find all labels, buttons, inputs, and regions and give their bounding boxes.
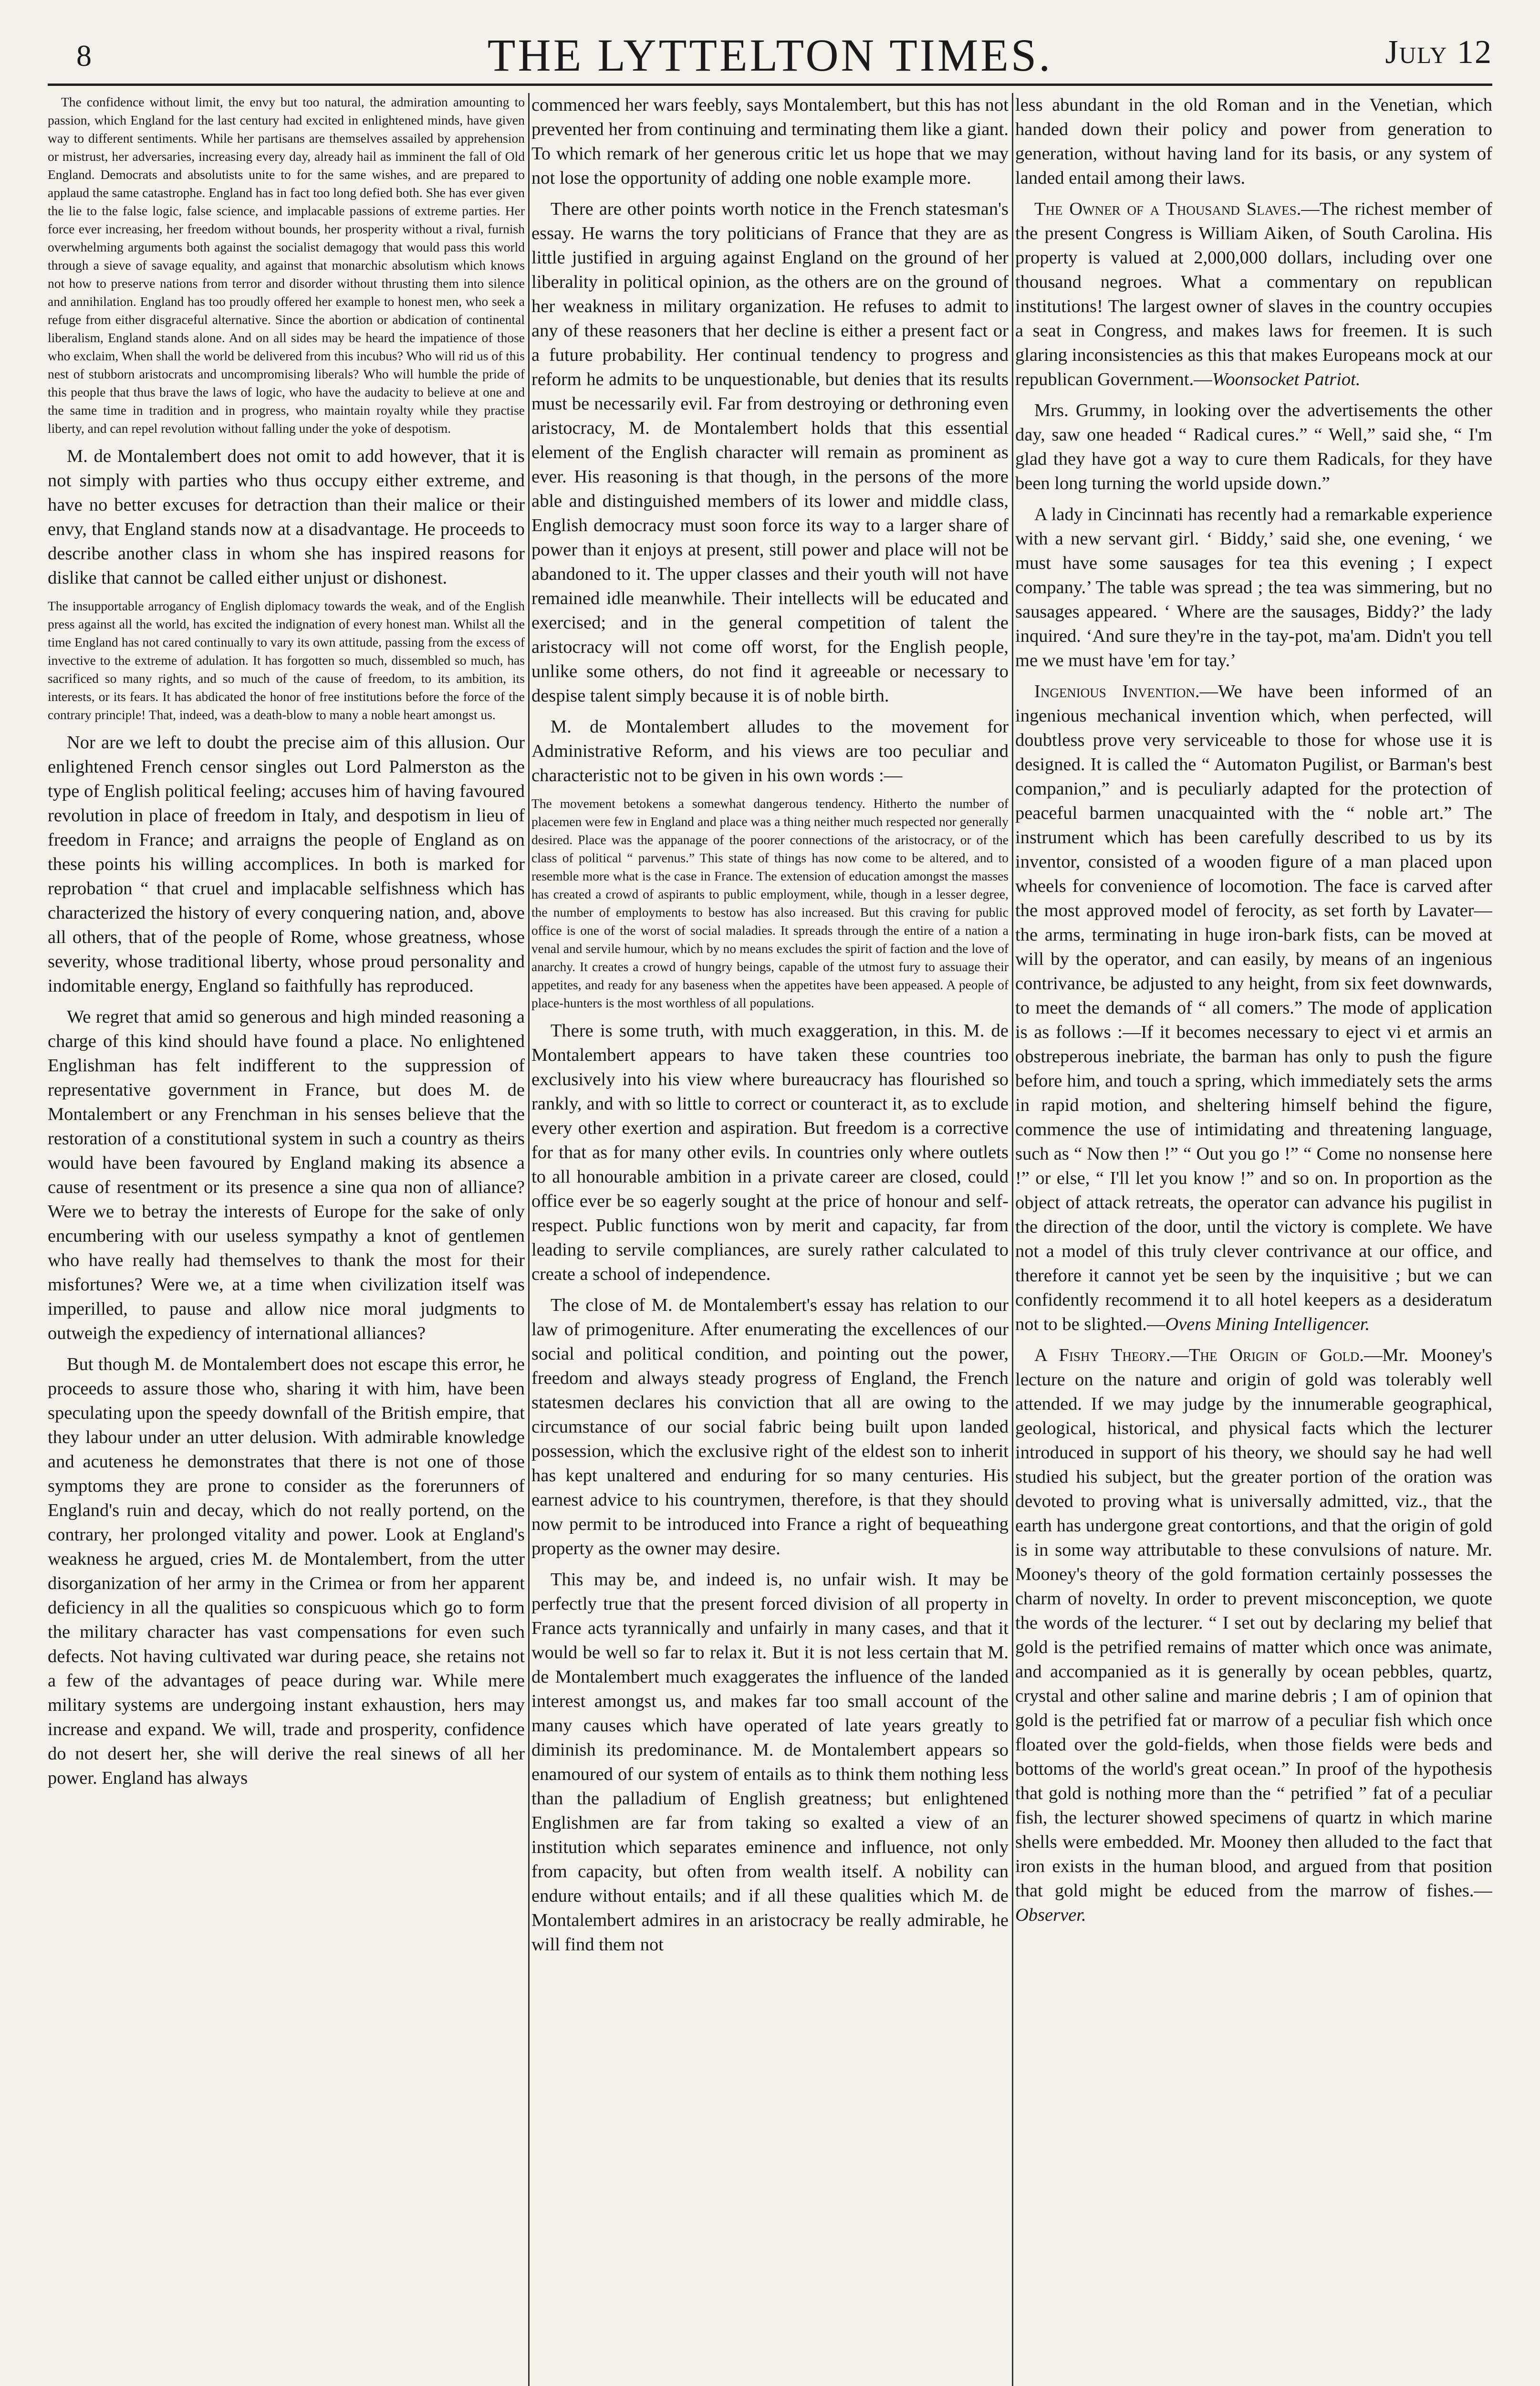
article-paragraph — [531, 1293, 1009, 1561]
paragraph-text: There is some truth, with much exaggeration, in this. M. de Montalembert appears to have taken these countries too exclusively into his view where bureaucracy has flourished so rankly, and with so little to correct or counteract it, as to exclude every other exertion and aspiration. But freedom is a corrective for that as for many other evils. In countries only where outlets to all honourable ambition in a private career are closed, could office ever be so eagerly sought at the price of honour and self-respect. Public functions won by merit and capacity, far from leading to servile compliances, are surely rather calculated to create a school of independence. — [531, 1021, 1009, 1284]
source-attribution: Ovens Mining Intelligencer. — [1165, 1314, 1370, 1334]
column-2 — [531, 93, 1009, 2386]
paragraph-text: The movement betokens a somewhat dangerous tendency. Hitherto the number of placemen were few in England and place was a thing neither much respected nor generally desired. Place was the appanage of the poorer connections of the aristocracy, or of the class of political “ parvenus.” This state of things has now come to be altered, and to resemble more what is the case in France. The extension of education amongst the masses has created a crowd of aspirants to public employment, while, though in a lesser degree, the number of employments to bestow has also increased. But this craving for public office is one of the worst of social maladies. It spreads through the entire of a nation a venal and servile humour, which by no means excludes the spirit of faction and the love of anarchy. It creates a crowd of hungry beings, capable of the utmost fury to assuage their appetites, and ready for any baseness when the appetites have been appeased. A people of place-hunters is the most worthless of all populations. — [531, 796, 1009, 1010]
article-paragraph — [531, 197, 1009, 708]
article-heading: A Fishy Theory.—The Origin of Gold. — [1034, 1345, 1364, 1365]
paragraph-text: M. de Montalembert does not omit to add however, that it is not simply with parties who thus occupy either extreme, and have no better excuses for detraction than their malice or their envy, that England stands now at a disadvantage. He proceeds to describe another class in whom she has inspired reasons for dislike that cannot be called either unjust or dishonest. — [48, 446, 525, 588]
paragraph-text: We regret that amid so generous and high minded reasoning a charge of this kind should have found a place. No enlightened Englishman has felt indifferent to the suppression of representative government in France, but does M. de Montalembert or any Frenchman in his senses believe that the restoration of a constitutional system in such a country as theirs would have been favoured by England making its absence a cause of resentment or its presence a sine qua non of alliance? Were we to betray the interests of Europe for the sake of only encumbering with our useless sympathy a knot of gentlemen who have really had themselves to thank the most for their misfortunes? Were we, at a time when civilization itself was imperilled, to pause and allow nice moral judgments to outweigh the expediency of international alliances? — [48, 1007, 525, 1343]
quoted-extract — [48, 597, 525, 724]
source-attribution: Observer. — [1015, 1905, 1086, 1925]
article-paragraph — [1015, 502, 1492, 673]
paragraph-text: The close of M. de Montalembert's essay has relation to our law of primogeniture. After enumerating the excellences of our social and political condition, and pointing out the power, freedom and always steady progress of England, the French statesmen declares his conviction that all are owing to the circumstance of our social fabric being built upon landed possession, which the exclusive right of the eldest son to inherit has kept unaltered and enduring for so many centuries. His earnest advice to his countrymen, therefore, is that they should now permit to be introduced into France a right of bequeathing property as the owner may desire. — [531, 1295, 1009, 1559]
paragraph-text: commenced her wars feebly, says Montalembert, but this has not prevented her from continuing and terminating them like a giant. To which remark of her generous critic let us hope that we may not lose the opportunity of adding one noble example more. — [531, 95, 1009, 188]
paragraph-text: —The richest member of the present Congress is William Aiken, of South Carolina. His property is valued at 2,000,000 dollars, including over one thousand negroes. What a commentary on republican institutions! The largest owner of slaves in the country occupies a seat in Congress, and makes laws for freemen. It is such glaring inconsistencies as this that makes Europeans mock at our republican Government.— — [1015, 199, 1492, 389]
article-heading: The Owner of a Thousand Slaves. — [1034, 199, 1301, 219]
article-heading: Ingenious Invention. — [1034, 681, 1200, 701]
paragraph-text: There are other points worth notice in the French statesman's essay. He warns the tory politicians of France that they are as little justified in arguing against England on the ground of her liberality in political opinion, as the others are on the ground of her weakness in military organization. He refuses to admit to any of these reasoners that her decline is either a present fact or a future probability. Her continual tendency to progress and reform he admits to be unquestionable, but denies that its results must be necessarily evil. Far from destroying or dethroning even aristocracy, M. de Montalembert holds that this essential element of the English character will remain as prominent as ever. His reasoning is that though, in the persons of the more able and distinguished members of its lower and middle class, English democracy must soon force its way to a larger share of power than it enjoys at present, still power and place will not be abandoned to it. The upper classes and their youth will not have remained idle meanwhile. Their intellects will be educated and exercised; and in the general competition of talent the aristocracy will not come off worst, for the English people, unlike some others, do not find it agreeable or necessary to despise talent simply because it is of noble birth. — [531, 199, 1009, 706]
paragraph-text: —Mr. Mooney's lecture on the nature and origin of gold was tolerably well attended. If we may judge by the innumerable geographical, geological, historical, and physical facts which the lecturer introduced in support of his theory, we should say he had well studied his subject, but the greater portion of the oration was devoted to proving what is universally admitted, viz., that the earth has undergone great contortions, and that the origin of gold is in some way attributable to these convulsions of nature. Mr. Mooney's theory of the gold formation certainly possesses the charm of novelty. In order to prevent misconception, we quote the words of the lecturer. “ I set out by declaring my belief that gold is the petrified remains of matter which once was animate, and accompanied as it is generally by ocean pebbles, quartz, crystal and other saline and marine debris ; I am of opinion that gold is the petrified fat or marrow of a peculiar fish which once floated over the gold-fields, when those fields were beds and bottoms of the world's great ocean.” In proof of the hypothesis that gold is nothing more than the “ petrified ” fat of a peculiar fish, the lecturer showed specimens of quartz in which marine shells were embedded. Mr. Mooney then alluded to the fact that iron exists in the human blood, and argued from that position that gold might be educed from the marrow of fishes.— — [1015, 1345, 1492, 1901]
article-paragraph — [1015, 680, 1492, 1337]
article-paragraph — [531, 715, 1009, 788]
article-paragraph — [1015, 398, 1492, 496]
article-paragraph — [531, 1568, 1009, 1957]
article-paragraph — [48, 444, 525, 590]
paragraph-text: M. de Montalembert alludes to the movement for Administrative Reform, and his views are too peculiar and characteristic not to be given in his own words :— — [531, 717, 1009, 785]
article-paragraph — [531, 93, 1009, 190]
newspaper-title: THE LYTTELTON TIMES. — [487, 30, 1053, 81]
source-attribution: Woonsocket Patriot. — [1212, 369, 1361, 389]
issue-date: July 12 — [1385, 34, 1492, 71]
article-paragraph — [48, 1005, 525, 1346]
paragraph-text: This may be, and indeed is, no unfair wish. It may be perfectly true that the present forced division of all property in France acts tyrannically and unfairly in many cases, and that it would be well so far to relax it. But it is not less certain that M. de Montalembert much exaggerates the influence of the landed interest amongst us, and makes far too small account of the many causes which have operated of late years greatly to diminish its predominance. M. de Montalembert appears so enamoured of our system of entails as to think them nothing less than the palladium of English greatness; but enlightened Englishmen are far from taking so exalted a view of an institution which separates eminence and influence, not only from capacity, but often from wealth itself. A nobility can endure without entails; and if all these qualities which M. de Montalembert admires in an aristocracy be really admirable, he will find them not — [531, 1570, 1009, 1955]
article-paragraph — [48, 1352, 525, 1790]
column-divider — [528, 93, 530, 2386]
article-paragraph — [531, 1019, 1009, 1287]
article-paragraph — [1015, 93, 1492, 190]
column-divider — [1012, 93, 1013, 2386]
paragraph-text: Nor are we left to doubt the precise aim of this allusion. Our enlightened French censor singles out Lord Palmerston as the type of English political feeling; accuses him of having favoured revolution in place of freedom in Italy, and despotism in lieu of freedom in France; and arraigns the people of England as on these points his willing accomplices. In both is marked for reprobation “ that cruel and implacable selfishness which has characterized the history of every conquering nation, and, above all others, that of the people of Rome, whose greatness, whose severity, whose traditional liberty, whose proud personality and indomitable energy, England so faithfully has reproduced. — [48, 733, 525, 996]
header-rule — [48, 84, 1492, 86]
column-3 — [1015, 93, 1492, 2386]
column-1 — [48, 93, 525, 2386]
article-paragraph — [1015, 197, 1492, 392]
paragraph-text: less abundant in the old Roman and in the Venetian, which handed down their policy and power from generation to generation, without having land for its basis, or any system of landed entail among their laws. — [1015, 95, 1492, 188]
paragraph-text: But though M. de Montalembert does not escape this error, he proceeds to assure those who, sharing it with him, have been speculating upon the speedy downfall of the British empire, that they labour under an utter delusion. With admirable knowledge and acuteness he demonstrates that there is not one of those symptoms they are prone to consider as the forerunners of England's ruin and decay, which do not really portend, on the contrary, her prolonged vitality and power. Look at England's weakness he argued, cries M. de Montalembert, from the utter disorganization of her army in the Crimea or from her apparent deficiency in all the qualities so conspicuous which go to form the military character has vast compensations for even such defects. Not having cultivated war during peace, she retains not a few of the advantages of peace during war. While mere military systems are undergoing instant exhaustion, hers may increase and expand. We will, trade and prosperity, confidence do not desert her, she will derive the real sinews of all her power. England has always — [48, 1354, 525, 1788]
article-paragraph — [1015, 1343, 1492, 1927]
article-paragraph — [48, 731, 525, 998]
paragraph-text: —We have been informed of an ingenious mechanical invention which, when perfected, will doubtless prove very serviceable to those for whose use it is designed. It is called the “ Automaton Pugilist, or Barman's best companion,” and is peculiarly adapted for the protection of peaceful barmen unacquainted with the “ noble art.” The instrument which has been carefully described to us by its inventor, consisted of a wooden figure of a man placed upon wheels for convenience of locomotion. The face is carved after the most approved model of ferocity, as set forth by Lavater—the arms, terminating in huge iron-bark fists, can be moved at will by the operator, and can easily, by means of an ingenious contrivance, be adjusted to any height, from six feet downwards, to meet the demands of “ all comers.” The mode of application is as follows :—If it becomes necessary to eject vi et armis an obstreperous inebriate, the barman has only to push the figure before him, and touch a spring, which immediately sets the arms in rapid motion, and sheltering himself behind the figure, commence the use of intimidating and threatening language, such as “ Now then !” “ Out you go !” “ Come no nonsense here !” or else, “ I'll let you know !” and so on. In proportion as the object of attack retreats, the operator can advance his pugilist in the direction of the door, until the victory is complete. We have not a model of this truly clever contrivance at our office, and therefore it cannot yet be seen by the inquisitive ; but we can confidently recommend it to all hotel keepers as a desideratum not to be slighted.— — [1015, 681, 1492, 1334]
paragraph-text: A lady in Cincinnati has recently had a remarkable experience with a new servant girl. ‘ Biddy,’ said she, one evening, ‘ we must have some sausages for tea this evening ; I expect company.’ The table was spread ; the tea was simmering, but no sausages appeared. ‘ Where are the sausages, Biddy?’ the lady inquired. ‘And sure they're in the tay-pot, ma'am. Didn't you tell me we must have 'em for tay.’ — [1015, 504, 1492, 670]
page-number: 8 — [76, 39, 92, 73]
quoted-extract — [48, 93, 525, 438]
masthead — [48, 24, 1492, 81]
quoted-extract — [531, 795, 1009, 1012]
paragraph-text: The confidence without limit, the envy but too natural, the admiration amounting to passion, which England for the last century had excited in enlightened minds, have given way to different sentiments. While her partisans are themselves assailed by apprehension or mistrust, her adversaries, increasing every day, already hail as imminent the fall of Old England. Democrats and absolutists unite to for the same wishes, and are prepared to applaud the same catastrophe. England has in fact too long defied both. She has ever given the lie to the false logic, false science, and implacable passions of extreme parties. Her force ever increasing, her freedom without bounds, her prosperity without a rival, furnish overwhelming arguments both against the socialist demagogy that would pass this world through a sieve of savage equality, and against that monarchic absolutism which knows not how to preserve nations from terror and disorder without thrusting them into silence and annihilation. England has too proudly offered her example to honest men, who seek a refuge from either disgraceful alternative. Since the abortion or abdication of continental liberalism, England stands alone. And on all sides may be heard the impatience of those who exclaim, When shall the world be delivered from this incubus? Who will rid us of this nest of stubborn aristocrats and uncompromising liberals? Who will humble the pride of this people that thus brave the laws of logic, who have the audacity to believe at one and the same time in tradition and in progress, who maintain royalty while they practise liberty, and can repel revolution without falling under the yoke of despotism. — [48, 94, 525, 436]
paragraph-text: Mrs. Grummy, in looking over the advertisements the other day, saw one headed “ Radical cures.” “ Well,” said she, “ I'm glad they have got a way to cure them Radicals, for they have been long turning the world upside down.” — [1015, 400, 1492, 493]
paragraph-text: The insupportable arrogancy of English diplomacy towards the weak, and of the English press against all the world, has excited the indignation of every honest man. Whilst all the time England has not cared continually to vary its own attitude, passing from the excess of invective to the extreme of adulation. It has forgotten so much, dissembled so much, has sacrificed so many rights, and so much of the cause of freedom, to its ambition, its interests, or its fears. It has abdicated the honor of free institutions before the force of the contrary principle! That, indeed, was a death-blow to many a noble heart amongst us. — [48, 598, 525, 722]
